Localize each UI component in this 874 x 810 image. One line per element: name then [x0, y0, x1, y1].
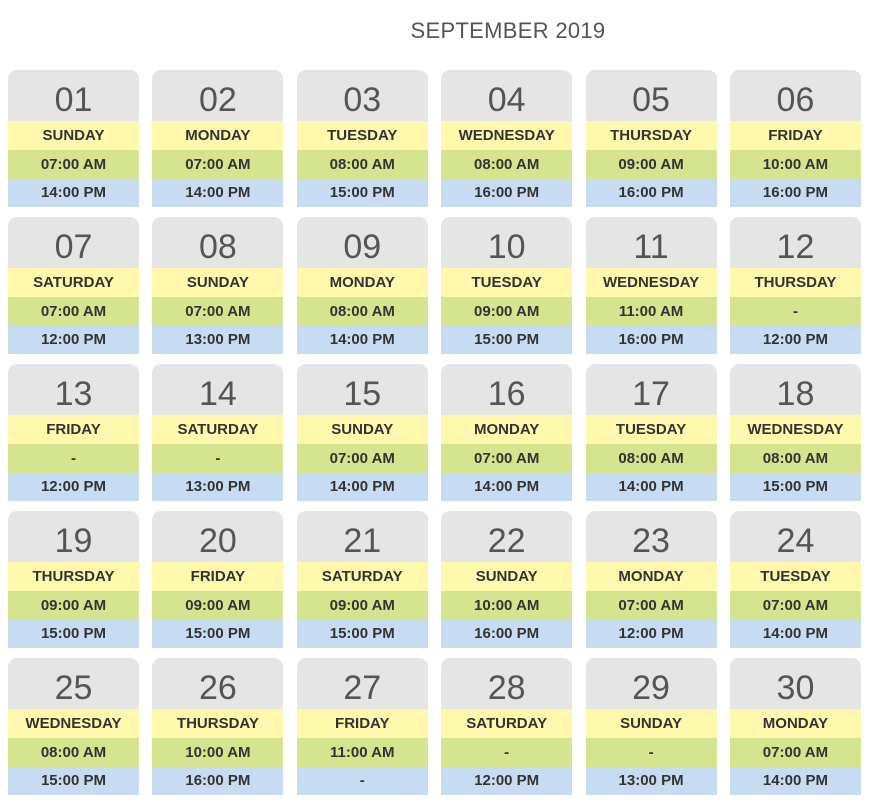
weekday-label: TUESDAY — [730, 562, 861, 591]
start-time: - — [730, 297, 861, 326]
start-time: 08:00 AM — [441, 150, 572, 179]
day-card — [730, 658, 861, 795]
end-time: 16:00 PM — [586, 326, 717, 354]
weekday-label: SATURDAY — [441, 709, 572, 738]
day-card — [8, 70, 139, 207]
end-time: 14:00 PM — [297, 326, 428, 354]
weekday-label: WEDNESDAY — [441, 121, 572, 150]
start-time: 07:00 AM — [586, 591, 717, 620]
start-time: 09:00 AM — [152, 591, 283, 620]
day-card — [730, 217, 861, 354]
end-time: 12:00 PM — [441, 767, 572, 795]
weekday-label: THURSDAY — [152, 709, 283, 738]
day-number: 15 — [297, 364, 428, 415]
start-time: 11:00 AM — [297, 738, 428, 767]
day-card — [8, 217, 139, 354]
end-time: 15:00 PM — [730, 473, 861, 501]
start-time: 07:00 AM — [8, 297, 139, 326]
start-time: 09:00 AM — [297, 591, 428, 620]
end-time: 16:00 PM — [441, 179, 572, 207]
day-number: 30 — [730, 658, 861, 709]
weekday-label: MONDAY — [297, 268, 428, 297]
start-time: 07:00 AM — [152, 297, 283, 326]
weekday-label: SUNDAY — [586, 709, 717, 738]
weekday-label: SATURDAY — [8, 268, 139, 297]
day-card — [297, 217, 428, 354]
end-time: 14:00 PM — [297, 473, 428, 501]
day-number: 21 — [297, 511, 428, 562]
day-number: 25 — [8, 658, 139, 709]
weekday-label: MONDAY — [586, 562, 717, 591]
start-time: 10:00 AM — [152, 738, 283, 767]
end-time: 15:00 PM — [297, 179, 428, 207]
day-card — [586, 217, 717, 354]
day-card — [152, 658, 283, 795]
day-card — [297, 658, 428, 795]
end-time: 14:00 PM — [586, 473, 717, 501]
day-card — [152, 511, 283, 648]
weekday-label: FRIDAY — [297, 709, 428, 738]
end-time: 15:00 PM — [8, 620, 139, 648]
end-time: 13:00 PM — [586, 767, 717, 795]
day-card — [586, 511, 717, 648]
weekday-label: TUESDAY — [441, 268, 572, 297]
day-number: 17 — [586, 364, 717, 415]
start-time: 08:00 AM — [8, 738, 139, 767]
day-card — [152, 217, 283, 354]
start-time: 10:00 AM — [730, 150, 861, 179]
day-number: 14 — [152, 364, 283, 415]
day-card — [441, 217, 572, 354]
start-time: 08:00 AM — [297, 150, 428, 179]
end-time: 16:00 PM — [730, 179, 861, 207]
start-time: 08:00 AM — [730, 444, 861, 473]
end-time: 14:00 PM — [152, 179, 283, 207]
day-card — [152, 364, 283, 501]
start-time: 07:00 AM — [730, 591, 861, 620]
weekday-label: SUNDAY — [8, 121, 139, 150]
day-number: 26 — [152, 658, 283, 709]
weekday-label: WEDNESDAY — [730, 415, 861, 444]
end-time: 15:00 PM — [8, 767, 139, 795]
end-time: 12:00 PM — [586, 620, 717, 648]
day-number: 11 — [586, 217, 717, 268]
day-number: 03 — [297, 70, 428, 121]
day-number: 13 — [8, 364, 139, 415]
day-card — [8, 364, 139, 501]
weekday-label: MONDAY — [730, 709, 861, 738]
day-card — [8, 511, 139, 648]
start-time: - — [152, 444, 283, 473]
day-number: 18 — [730, 364, 861, 415]
day-card — [8, 658, 139, 795]
day-number: 16 — [441, 364, 572, 415]
day-card — [297, 511, 428, 648]
day-card — [152, 70, 283, 207]
start-time: 09:00 AM — [441, 297, 572, 326]
day-number: 05 — [586, 70, 717, 121]
weekday-label: SATURDAY — [297, 562, 428, 591]
end-time: 12:00 PM — [730, 326, 861, 354]
weekday-label: FRIDAY — [8, 415, 139, 444]
end-time: 15:00 PM — [297, 620, 428, 648]
day-card — [441, 658, 572, 795]
weekday-label: THURSDAY — [730, 268, 861, 297]
day-card — [441, 511, 572, 648]
weekday-label: MONDAY — [441, 415, 572, 444]
start-time: 07:00 AM — [730, 738, 861, 767]
end-time: 14:00 PM — [8, 179, 139, 207]
calendar-title: SEPTEMBER 2019 — [410, 18, 606, 43]
weekday-label: FRIDAY — [730, 121, 861, 150]
day-number: 24 — [730, 511, 861, 562]
day-number: 10 — [441, 217, 572, 268]
day-number: 29 — [586, 658, 717, 709]
end-time: 14:00 PM — [441, 473, 572, 501]
weekday-label: SATURDAY — [152, 415, 283, 444]
start-time: 08:00 AM — [297, 297, 428, 326]
day-number: 06 — [730, 70, 861, 121]
start-time: - — [441, 738, 572, 767]
end-time: 14:00 PM — [730, 620, 861, 648]
end-time: 16:00 PM — [152, 767, 283, 795]
weekday-label: THURSDAY — [8, 562, 139, 591]
end-time: 13:00 PM — [152, 473, 283, 501]
day-number: 07 — [8, 217, 139, 268]
weekday-label: THURSDAY — [586, 121, 717, 150]
start-time: 07:00 AM — [297, 444, 428, 473]
end-time: 12:00 PM — [8, 326, 139, 354]
calendar-title-wrap — [8, 18, 874, 44]
weekday-label: MONDAY — [152, 121, 283, 150]
day-number: 27 — [297, 658, 428, 709]
day-number: 12 — [730, 217, 861, 268]
start-time: - — [8, 444, 139, 473]
end-time: - — [297, 767, 428, 795]
start-time: 07:00 AM — [441, 444, 572, 473]
day-number: 23 — [586, 511, 717, 562]
weekday-label: SUNDAY — [441, 562, 572, 591]
start-time: 09:00 AM — [586, 150, 717, 179]
day-number: 02 — [152, 70, 283, 121]
day-card — [586, 70, 717, 207]
day-card — [441, 364, 572, 501]
day-number: 08 — [152, 217, 283, 268]
start-time: 10:00 AM — [441, 591, 572, 620]
start-time: - — [586, 738, 717, 767]
start-time: 07:00 AM — [8, 150, 139, 179]
end-time: 12:00 PM — [8, 473, 139, 501]
end-time: 16:00 PM — [586, 179, 717, 207]
day-card — [730, 364, 861, 501]
day-card — [297, 70, 428, 207]
weekday-label: TUESDAY — [297, 121, 428, 150]
weekday-label: WEDNESDAY — [586, 268, 717, 297]
end-time: 16:00 PM — [441, 620, 572, 648]
start-time: 08:00 AM — [586, 444, 717, 473]
start-time: 11:00 AM — [586, 297, 717, 326]
end-time: 14:00 PM — [730, 767, 861, 795]
end-time: 13:00 PM — [152, 326, 283, 354]
weekday-label: FRIDAY — [152, 562, 283, 591]
day-number: 19 — [8, 511, 139, 562]
day-number: 20 — [152, 511, 283, 562]
day-number: 09 — [297, 217, 428, 268]
weekday-label: WEDNESDAY — [8, 709, 139, 738]
day-card — [730, 70, 861, 207]
day-card — [441, 70, 572, 207]
calendar-grid — [8, 70, 861, 795]
day-number: 01 — [8, 70, 139, 121]
day-number: 22 — [441, 511, 572, 562]
weekday-label: SUNDAY — [152, 268, 283, 297]
day-card — [730, 511, 861, 648]
day-card — [586, 364, 717, 501]
end-time: 15:00 PM — [152, 620, 283, 648]
end-time: 15:00 PM — [441, 326, 572, 354]
day-number: 04 — [441, 70, 572, 121]
day-card — [297, 364, 428, 501]
weekday-label: TUESDAY — [586, 415, 717, 444]
start-time: 07:00 AM — [152, 150, 283, 179]
day-number: 28 — [441, 658, 572, 709]
weekday-label: SUNDAY — [297, 415, 428, 444]
day-card — [586, 658, 717, 795]
start-time: 09:00 AM — [8, 591, 139, 620]
